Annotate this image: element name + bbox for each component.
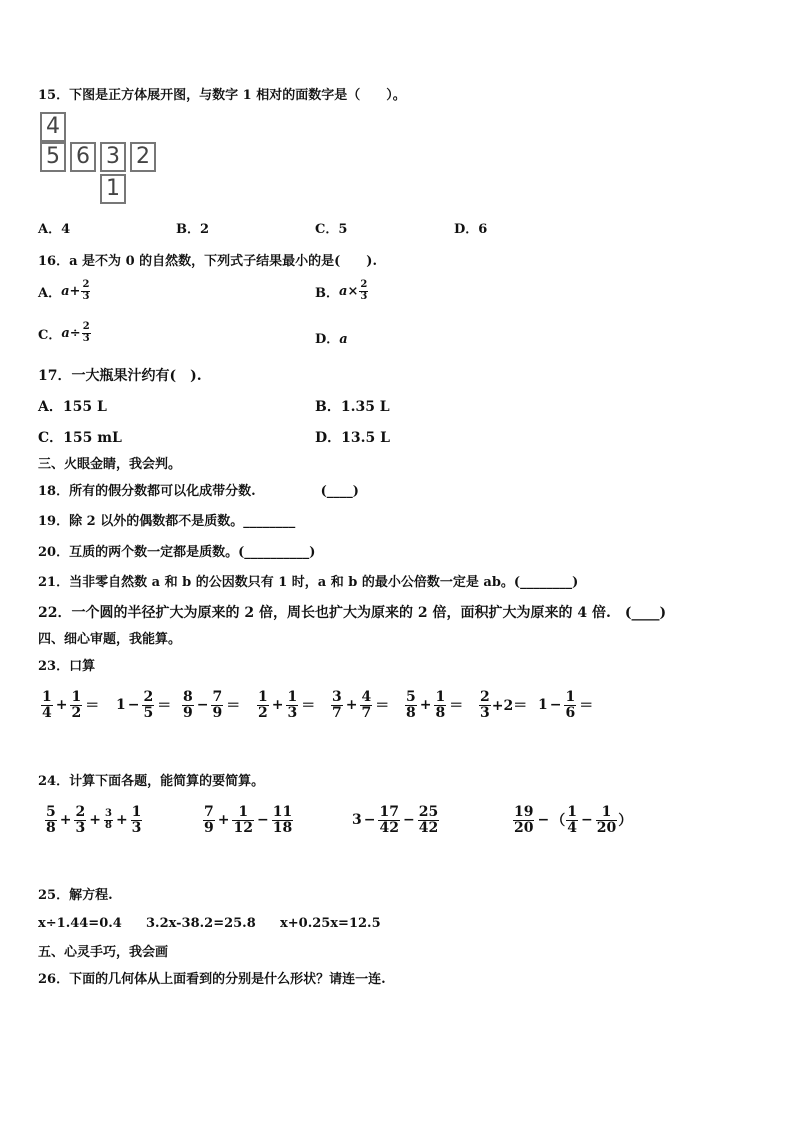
option-c[interactable]: C．155 mL: [38, 430, 122, 446]
option-d[interactable]: D．6: [454, 222, 488, 237]
mental-expr-6: $\frac{5}{8}$ + $\frac{1}{8}$ ＝: [406, 689, 464, 721]
fraction: $\frac{2}{3}$: [82, 321, 90, 344]
question-19: 19．除 2 以外的偶数都不是质数。________: [38, 514, 296, 529]
question-22: 22．一个圆的半径扩大为原来的 2 倍，周长也扩大为原来的 2 倍，面积扩大为原来的 4 倍. (____): [38, 605, 667, 621]
question-25-title: 25．解方程.: [38, 888, 113, 903]
mental-expr-3: $\frac{8}{9}$ − $\frac{7}{9}$ ＝: [183, 689, 241, 721]
net-cell: 5: [40, 142, 66, 172]
section-heading-3: 三、火眼金睛，我会判。: [38, 457, 182, 472]
mental-expr-7: $\frac{2}{3}$ +2＝: [480, 689, 528, 721]
net-cell: 3: [100, 142, 126, 172]
variable-a: a: [61, 325, 70, 341]
calc-expr-2: $\frac{7}{9}$ + $\frac{1}{12}$ − $\frac{11}{18}$: [204, 804, 293, 836]
question-23-title: 23．口算: [38, 659, 96, 674]
option-label: C．: [38, 327, 62, 343]
question-20: 20．互质的两个数一定都是质数。(__________): [38, 545, 316, 560]
question-18: 18．所有的假分数都可以化成带分数. (____): [38, 484, 359, 499]
option-d[interactable]: [315, 328, 348, 347]
mental-expr-5: $\frac{3}{7}$ + $\frac{4}{7}$ ＝: [332, 689, 390, 721]
option-label: A．: [38, 285, 62, 301]
variable-a: a: [61, 283, 70, 299]
question-21: 21．当非零自然数 a 和 b 的公因数只有 1 时，a 和 b 的最小公倍数一定是 ab。(________): [38, 575, 579, 590]
option-label: D．: [315, 332, 340, 347]
option-c[interactable]: [38, 322, 92, 344]
option-a[interactable]: [38, 280, 91, 302]
option-a[interactable]: A．4: [38, 222, 71, 237]
question-26: 26．下面的几何体从上面看到的分别是什么形状？请连一连.: [38, 972, 386, 987]
net-cell: 1: [100, 174, 126, 204]
section-heading-5: 五、心灵手巧，我会画: [38, 945, 169, 960]
operator: ×: [347, 283, 359, 299]
fraction: $\frac{2}{3}$: [82, 279, 90, 302]
cube-net-figure: [40, 112, 162, 210]
fraction: $\frac{2}{3}$: [360, 279, 368, 302]
question-15: 15．下图是正方体展开图，与数字 1 相对的面数字是（ ）。: [38, 88, 406, 103]
equation-3: x+0.25x=12.5: [280, 916, 381, 931]
question-17: 17．一大瓶果汁约有( ).: [38, 368, 202, 384]
operator: +: [69, 283, 81, 299]
calc-expr-3: 3 − $\frac{17}{42}$ − $\frac{25}{42}$: [352, 804, 439, 836]
equation-2: 3.2x-38.2=25.8: [146, 916, 256, 931]
option-d[interactable]: D．13.5 L: [315, 430, 390, 446]
equation-1: x÷1.44=0.4: [38, 916, 122, 931]
section-heading-4: 四、细心审题，我能算。: [38, 632, 182, 647]
option-a[interactable]: A．155 L: [38, 399, 107, 415]
option-b[interactable]: B．2: [176, 222, 210, 237]
net-cell: 4: [40, 112, 66, 142]
option-c[interactable]: C．5: [315, 222, 348, 237]
question-16: 16．a 是不为 0 的自然数，下列式子结果最小的是( ).: [38, 254, 377, 269]
net-cell: 2: [130, 142, 156, 172]
calc-expr-1: $\frac{5}{8}$ + $\frac{2}{3}$ + $\frac{3}{8}$ + $\frac{1}{3}$: [46, 804, 142, 836]
variable-a: a: [339, 283, 348, 299]
calc-expr-4: $\frac{19}{20}$ − （ $\frac{1}{4}$ − $\frac{1}{20}$ ）: [514, 804, 633, 836]
operator: ÷: [69, 325, 81, 341]
option-b[interactable]: B．1.35 L: [315, 399, 390, 415]
mental-expr-4: $\frac{1}{2}$ + $\frac{1}{3}$ ＝: [258, 689, 316, 721]
mental-expr-2: 1 − $\frac{2}{5}$ ＝: [116, 689, 172, 721]
mental-expr-1: $\frac{1}{4}$ + $\frac{1}{2}$ ＝: [42, 689, 100, 721]
option-label: B．: [315, 285, 339, 301]
variable-a: a: [339, 332, 348, 347]
option-b[interactable]: [315, 280, 369, 302]
mental-expr-8: 1 − $\frac{1}{6}$ ＝: [538, 689, 594, 721]
question-24-title: 24．计算下面各题，能简算的要简算。: [38, 774, 265, 789]
net-cell: 6: [70, 142, 96, 172]
